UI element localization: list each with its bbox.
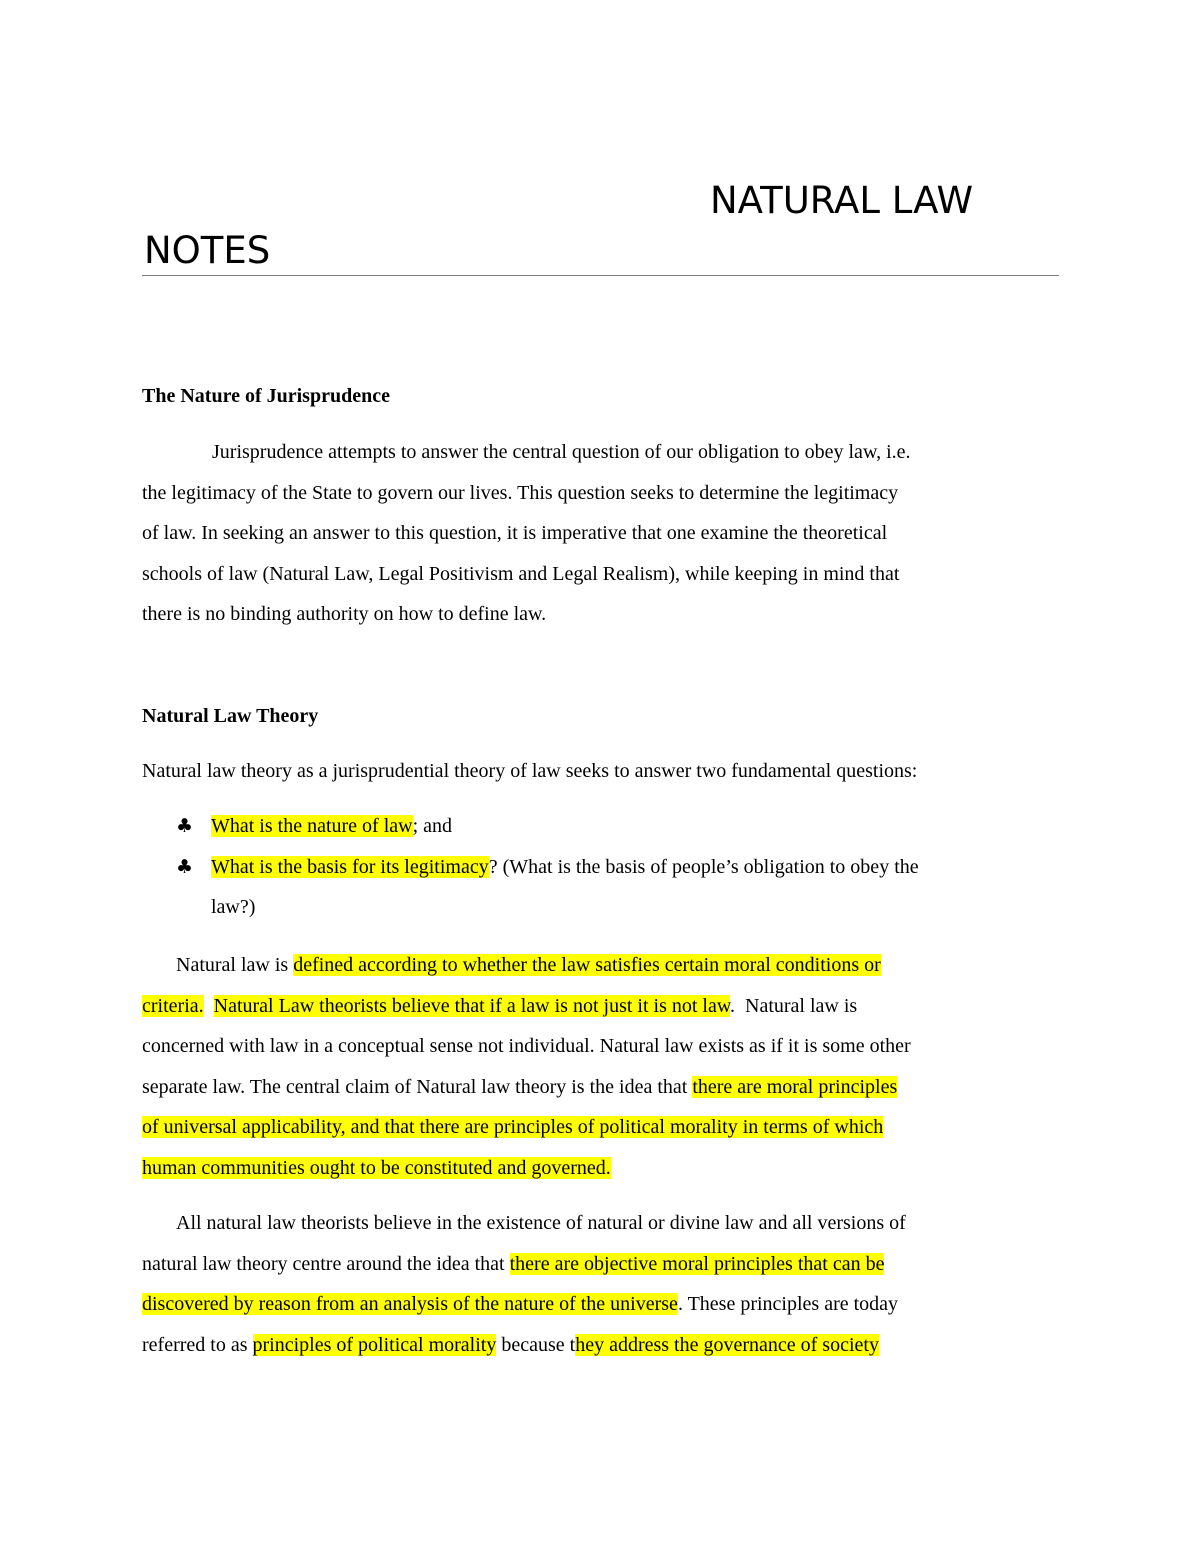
text-span: . These principles are today [677,1293,899,1315]
highlighted-text: discovered by reason from an analysis of the nature of the universe [142,1293,678,1315]
highlighted-text: there are moral principles [692,1075,898,1098]
text-span: separate law. The central claim of Natural law theory is the idea that [142,1075,693,1098]
section-heading-jurisprudence: The Nature of Jurisprudence [142,385,390,407]
highlighted-text: there are objective moral principles that can be [509,1252,885,1275]
title-line-2: NOTES [144,229,271,272]
club-bullet-icon: ♣ [176,855,194,878]
text-span: referred to as [142,1333,253,1356]
paragraph-line [142,1325,1062,1366]
list-item [142,847,1062,928]
highlighted-text: defined according to whether the law satisfies certain moral conditions or [293,954,881,976]
highlighted-text: Natural Law theorists believe that if a law is not just it is not law [213,994,730,1017]
paragraph-line [142,945,1062,986]
list-item-text: law?) [211,896,256,918]
list-item-text: ; and [412,815,453,837]
text-span: because t [496,1333,576,1356]
text-span: . Natural law is [730,994,858,1017]
highlighted-text: human communities ought to be constituted and governed. [142,1156,611,1179]
document-title [142,172,1059,276]
paragraph-jurisprudence [142,432,1062,635]
question-list [142,806,1062,928]
text-span: Natural law is [176,954,294,976]
section-heading-natural-law-theory: Natural Law Theory [142,705,319,727]
paragraph-line: Natural law theory as a jurisprudential theory of law seeks to answer two fundamental questions: [142,760,918,782]
paragraph-natural-law-theorists [142,1203,1062,1365]
title-line-1: NATURAL LAW [710,179,974,222]
paragraph-natural-law-definition [142,945,1062,1188]
paragraph-line [142,1067,1062,1108]
paragraph-line: schools of law (Natural Law, Legal Positivism and Legal Realism), while keeping in mind that [142,562,900,585]
paragraph-line: Jurisprudence attempts to answer the central question of our obligation to obey law, i.e. [212,441,911,463]
paragraph-line: the legitimacy of the State to govern our lives. This question seeks to determine the legitimacy [142,481,899,504]
highlighted-text: of universal applicability, and that there are principles of political morality in terms of which [142,1116,884,1138]
highlighted-text: principles of political morality [252,1333,497,1356]
paragraph-line [142,1244,1062,1285]
highlighted-text: What is the nature of law [211,815,413,837]
list-item-text: ? (What is the basis of people’s obligation to obey the [488,855,919,878]
list-item [142,806,1062,847]
paragraph-line [142,986,1062,1027]
highlighted-text: hey address the governance of society [575,1333,879,1356]
text-span [204,995,214,1017]
text-span: natural law theory centre around the idea that [142,1252,510,1275]
paragraph-intro [142,751,1062,792]
highlighted-text: What is the basis for its legitimacy [211,855,489,878]
paragraph-line [142,1148,1062,1189]
club-bullet-icon: ♣ [176,815,194,837]
highlighted-text: criteria. [142,994,204,1017]
paragraph-line: concerned with law in a conceptual sense not individual. Natural law exists as if it is some other [142,1035,911,1057]
paragraph-line [142,1284,1062,1325]
paragraph-line: of law. In seeking an answer to this question, it is imperative that one examine the theoretical [142,522,888,544]
paragraph-line [142,1107,1062,1148]
paragraph-line: All natural law theorists believe in the existence of natural or divine law and all versions of [176,1212,906,1234]
paragraph-line: there is no binding authority on how to define law. [142,603,547,625]
